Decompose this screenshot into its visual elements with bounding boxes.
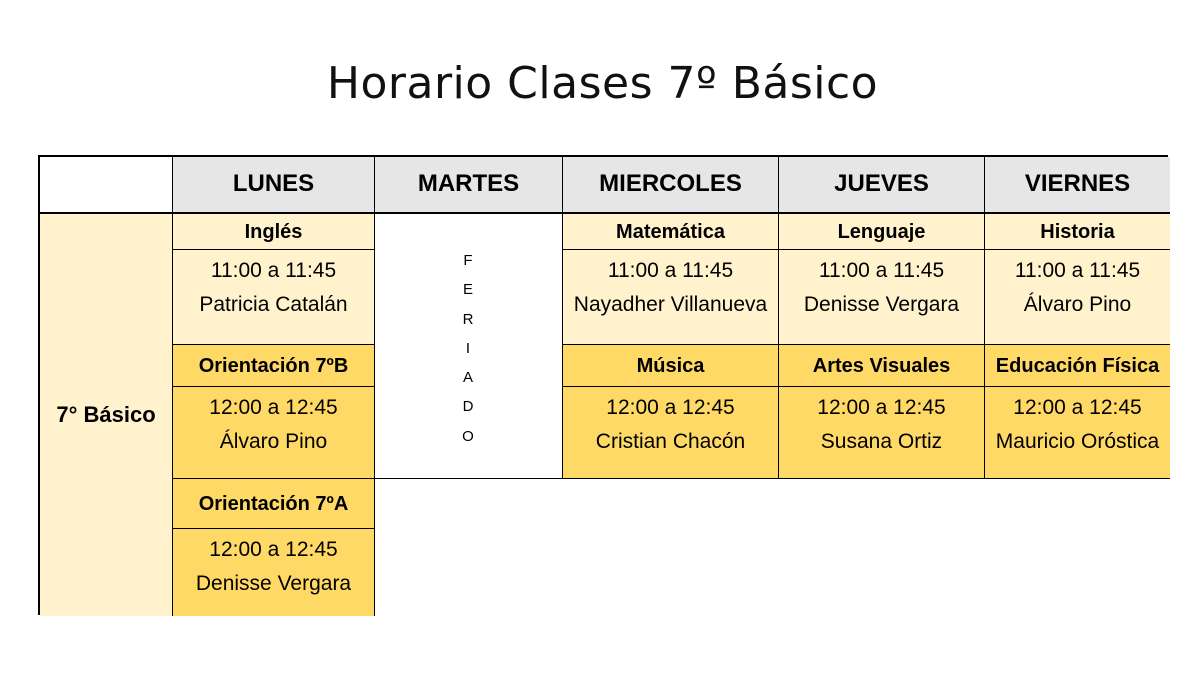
jueves-block2-time: 12:00 a 12:45: [817, 396, 946, 419]
viernes-block2-subject: Educación Física: [985, 345, 1170, 387]
header-lunes: LUNES: [173, 157, 375, 214]
feriado-letter: I: [465, 339, 472, 357]
miercoles-block1-time: 11:00 a 11:45: [607, 259, 734, 282]
viernes-block2-info: [985, 387, 1170, 479]
viernes-block1-time: 11:00 a 11:45: [1014, 259, 1141, 282]
header-viernes: VIERNES: [985, 157, 1170, 214]
feriado-letter: F: [463, 252, 474, 269]
miercoles-block2-subject: Música: [563, 345, 779, 387]
jueves-block2-info: [779, 387, 985, 479]
lunes-block1-subject: Inglés: [173, 214, 375, 250]
martes-feriado: [375, 214, 563, 479]
miercoles-block1-teacher: Nayadher Villanueva: [573, 292, 768, 316]
lunes-block3-time: 12:00 a 12:45: [209, 538, 338, 561]
lunes-block3-teacher: Denisse Vergara: [195, 571, 352, 595]
lunes-block2-time: 12:00 a 12:45: [209, 396, 338, 419]
viernes-block1-info: [985, 250, 1170, 345]
miercoles-block1-subject: Matemática: [563, 214, 779, 250]
viernes-block2-teacher: Mauricio Oróstica: [995, 429, 1160, 453]
viernes-block1-teacher: Álvaro Pino: [1023, 292, 1132, 316]
grade-label: 7° Básico: [40, 214, 173, 616]
header-corner: [40, 157, 173, 214]
header-miercoles: MIERCOLES: [563, 157, 779, 214]
schedule-table: [38, 155, 1168, 615]
viernes-block1-subject: Historia: [985, 214, 1170, 250]
feriado-letter: D: [462, 398, 475, 416]
lunes-block1-info: [173, 250, 375, 345]
jueves-block1-info: [779, 250, 985, 345]
jueves-block1-time: 11:00 a 11:45: [818, 259, 945, 282]
feriado-letter: A: [462, 369, 474, 386]
lunes-block1-teacher: Patricia Catalán: [199, 292, 348, 316]
jueves-block1-teacher: Denisse Vergara: [803, 292, 960, 316]
lunes-block3-subject: Orientación 7ºA: [173, 479, 375, 529]
miercoles-block2-info: [563, 387, 779, 479]
lunes-block2-subject: Orientación 7ºB: [173, 345, 375, 387]
miercoles-block2-time: 12:00 a 12:45: [606, 396, 735, 419]
jueves-block2-teacher: Susana Ortiz: [820, 429, 943, 453]
feriado-letter: O: [462, 427, 475, 445]
jueves-block1-subject: Lenguaje: [779, 214, 985, 250]
header-jueves: JUEVES: [779, 157, 985, 214]
viernes-block2-time: 12:00 a 12:45: [1013, 396, 1142, 419]
miercoles-block2-teacher: Cristian Chacón: [595, 429, 746, 453]
page-title: Horario Clases 7º Básico: [326, 58, 879, 109]
jueves-block2-subject: Artes Visuales: [779, 345, 985, 387]
feriado-letter: R: [462, 310, 475, 328]
lunes-block2-teacher: Álvaro Pino: [219, 429, 328, 453]
lunes-block3-info: [173, 529, 375, 616]
lunes-block1-time: 11:00 a 11:45: [210, 259, 337, 282]
header-martes: MARTES: [375, 157, 563, 214]
miercoles-block1-info: [563, 250, 779, 345]
feriado-letter: E: [462, 281, 474, 299]
empty-area: [375, 479, 1170, 616]
lunes-block2-info: [173, 387, 375, 479]
